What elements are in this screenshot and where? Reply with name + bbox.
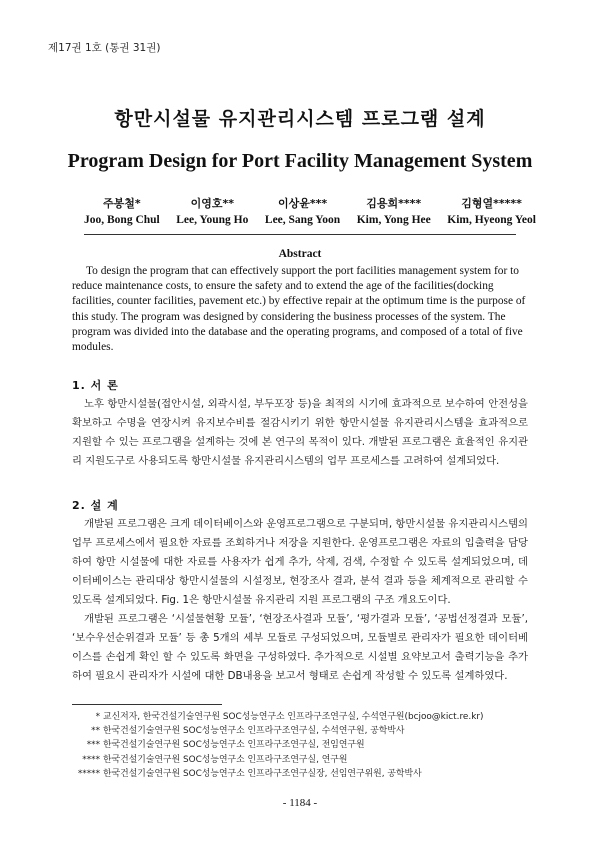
- title-english: Program Design for Port Facility Management System: [67, 150, 533, 172]
- footnote-text: 한국건설기술연구원 SOC성능연구소 인프라구조연구실, 수석연구원, 공학박사: [103, 726, 405, 737]
- footnote: [72, 724, 542, 738]
- author: [84, 195, 160, 228]
- journal-issue-header: 제17권 1호 (통권 31권): [48, 42, 161, 54]
- footnote-text: 교신저자, 한국건설기술연구원 SOC성능연구소 인프라구조연구실, 수석연구원(bcjoo@kict.re.kr): [103, 712, 484, 722]
- footnote: [72, 753, 542, 767]
- author-name-korean: 이상윤***: [277, 197, 328, 210]
- author-name-english: Kim, Yong Hee: [356, 214, 431, 226]
- section-body-introduction: [72, 395, 528, 471]
- author-list: [84, 195, 536, 228]
- footnote-mark: *: [95, 712, 100, 722]
- abstract-body: [72, 264, 530, 355]
- footnote-text: 한국건설기술연구원 SOC성능연구소 인프라구조연구실장, 선임연구위원, 공학박사: [103, 768, 422, 779]
- footnote: [72, 738, 542, 752]
- author: [447, 195, 536, 228]
- footnote-text: 한국건설기술연구원 SOC성능연구소 인프라구조연구실, 연구원: [103, 754, 348, 765]
- author-name-english: Kim, Hyeong Yeol: [447, 214, 536, 226]
- abstract-text: To design the program that can effectively support the port facilities management system for to reduce maintenance costs, to ensure the safety and to extend the age of the facilities(docking facilities, counter facilities, pavement etc.) by effective repair at the optimum time is the purpose of this study. The program was designed by considering the business processes of the system. The program was divided into the database and the operating programs, and composed of a total of five modules.: [72, 265, 526, 354]
- author-name-korean: 이영호**: [190, 197, 235, 210]
- footnote: [72, 767, 542, 781]
- author-name-korean: 김용희****: [366, 197, 422, 210]
- abstract-heading: Abstract: [278, 248, 322, 260]
- paragraph: 개발된 프로그램은 ‘시설물현황 모듈’, ‘현장조사결과 모듈’, ‘평가결과 모듈’, ‘공법선정결과 모듈’, ‘보수우선순위결과 모듈’ 등 총 5개의 세부 모듈로 구성되었으며, 모듈별로 관리자가 필요한 데이터베이스를 손쉽게 확인 할 수 있도록 화면을 구성하였다. 추가적으로 시설별 요약보고서 출력기능을 추가하여 필요시 관리자가 시설에 대한 DB내용을 보고서 형태로 손쉽게 작성할 수 있도록 설계하였다.: [72, 613, 528, 682]
- footnote-divider: [72, 704, 222, 705]
- author-name-english: Lee, Young Ho: [176, 214, 249, 226]
- section-body-design: [72, 515, 528, 686]
- author: [357, 195, 431, 228]
- author-divider: [84, 234, 516, 235]
- author-name-korean: 주봉철*: [103, 197, 141, 210]
- footnote-text: 한국건설기술연구원 SOC성능연구소 인프라구조연구실, 전임연구원: [103, 740, 365, 751]
- author-name-korean: 김형열*****: [461, 197, 522, 210]
- author-name-english: Lee, Sang Yoon: [264, 214, 341, 226]
- title-korean: 항만시설물 유지관리시스템 프로그램 설계: [114, 108, 486, 130]
- footnote-mark: ****: [82, 754, 100, 765]
- section-heading-introduction: 1. 서 론: [72, 379, 119, 392]
- author-name-english: Joo, Bong Chul: [84, 214, 160, 226]
- footnote-mark: **: [91, 726, 100, 737]
- footnote-mark: ***: [86, 740, 100, 751]
- page-number: - 1184 -: [282, 797, 318, 809]
- paragraph: 노후 항만시설물(접안시설, 외곽시설, 부두포장 등)을 최적의 시기에 효과적으로 보수하여 안전성을 확보하고 수명을 연장시켜 유지보수비를 절감시키기 위한 항만시설물 유지관리시스템을 효과적으로 지원할 수 있는 프로그램을 설계하는 것에 본 연구의 목적이 있다. 개발된 프로그램은 효율적인 유지관리 지원도구로 사용되도록 항만시설물 유지관리시스템의 업무 프로세스를 고려하여 설계되었다.: [72, 398, 528, 467]
- paragraph: 개발된 프로그램은 크게 데이터베이스와 운영프로그램으로 구분되며, 항만시설물 유지관리시스템의 업무 프로세스에서 필요한 자료를 조회하거나 저장을 지원한다. 운영프로그램은 자료의 입출력을 담당하여 항만 시설물에 대한 자료를 사용자가 쉽게 추가, 삭제, 검색, 수정할 수 있도록 설계되었으며, 데이터베이스는 관리대상 항만시설물의 시설정보, 현장조사 결과, 분석 결과 등을 체계적으로 관리할 수 있도록 설계되었다. Fig. 1은 항만시설물 유지관리 지원 프로그램의 구조 개요도이다.: [72, 518, 528, 606]
- section-heading-design: 2. 설 계: [72, 499, 119, 512]
- footnote: [72, 710, 542, 724]
- author: [265, 195, 340, 228]
- footnote-mark: *****: [77, 768, 100, 779]
- footnotes: [72, 710, 542, 781]
- author: [176, 195, 248, 228]
